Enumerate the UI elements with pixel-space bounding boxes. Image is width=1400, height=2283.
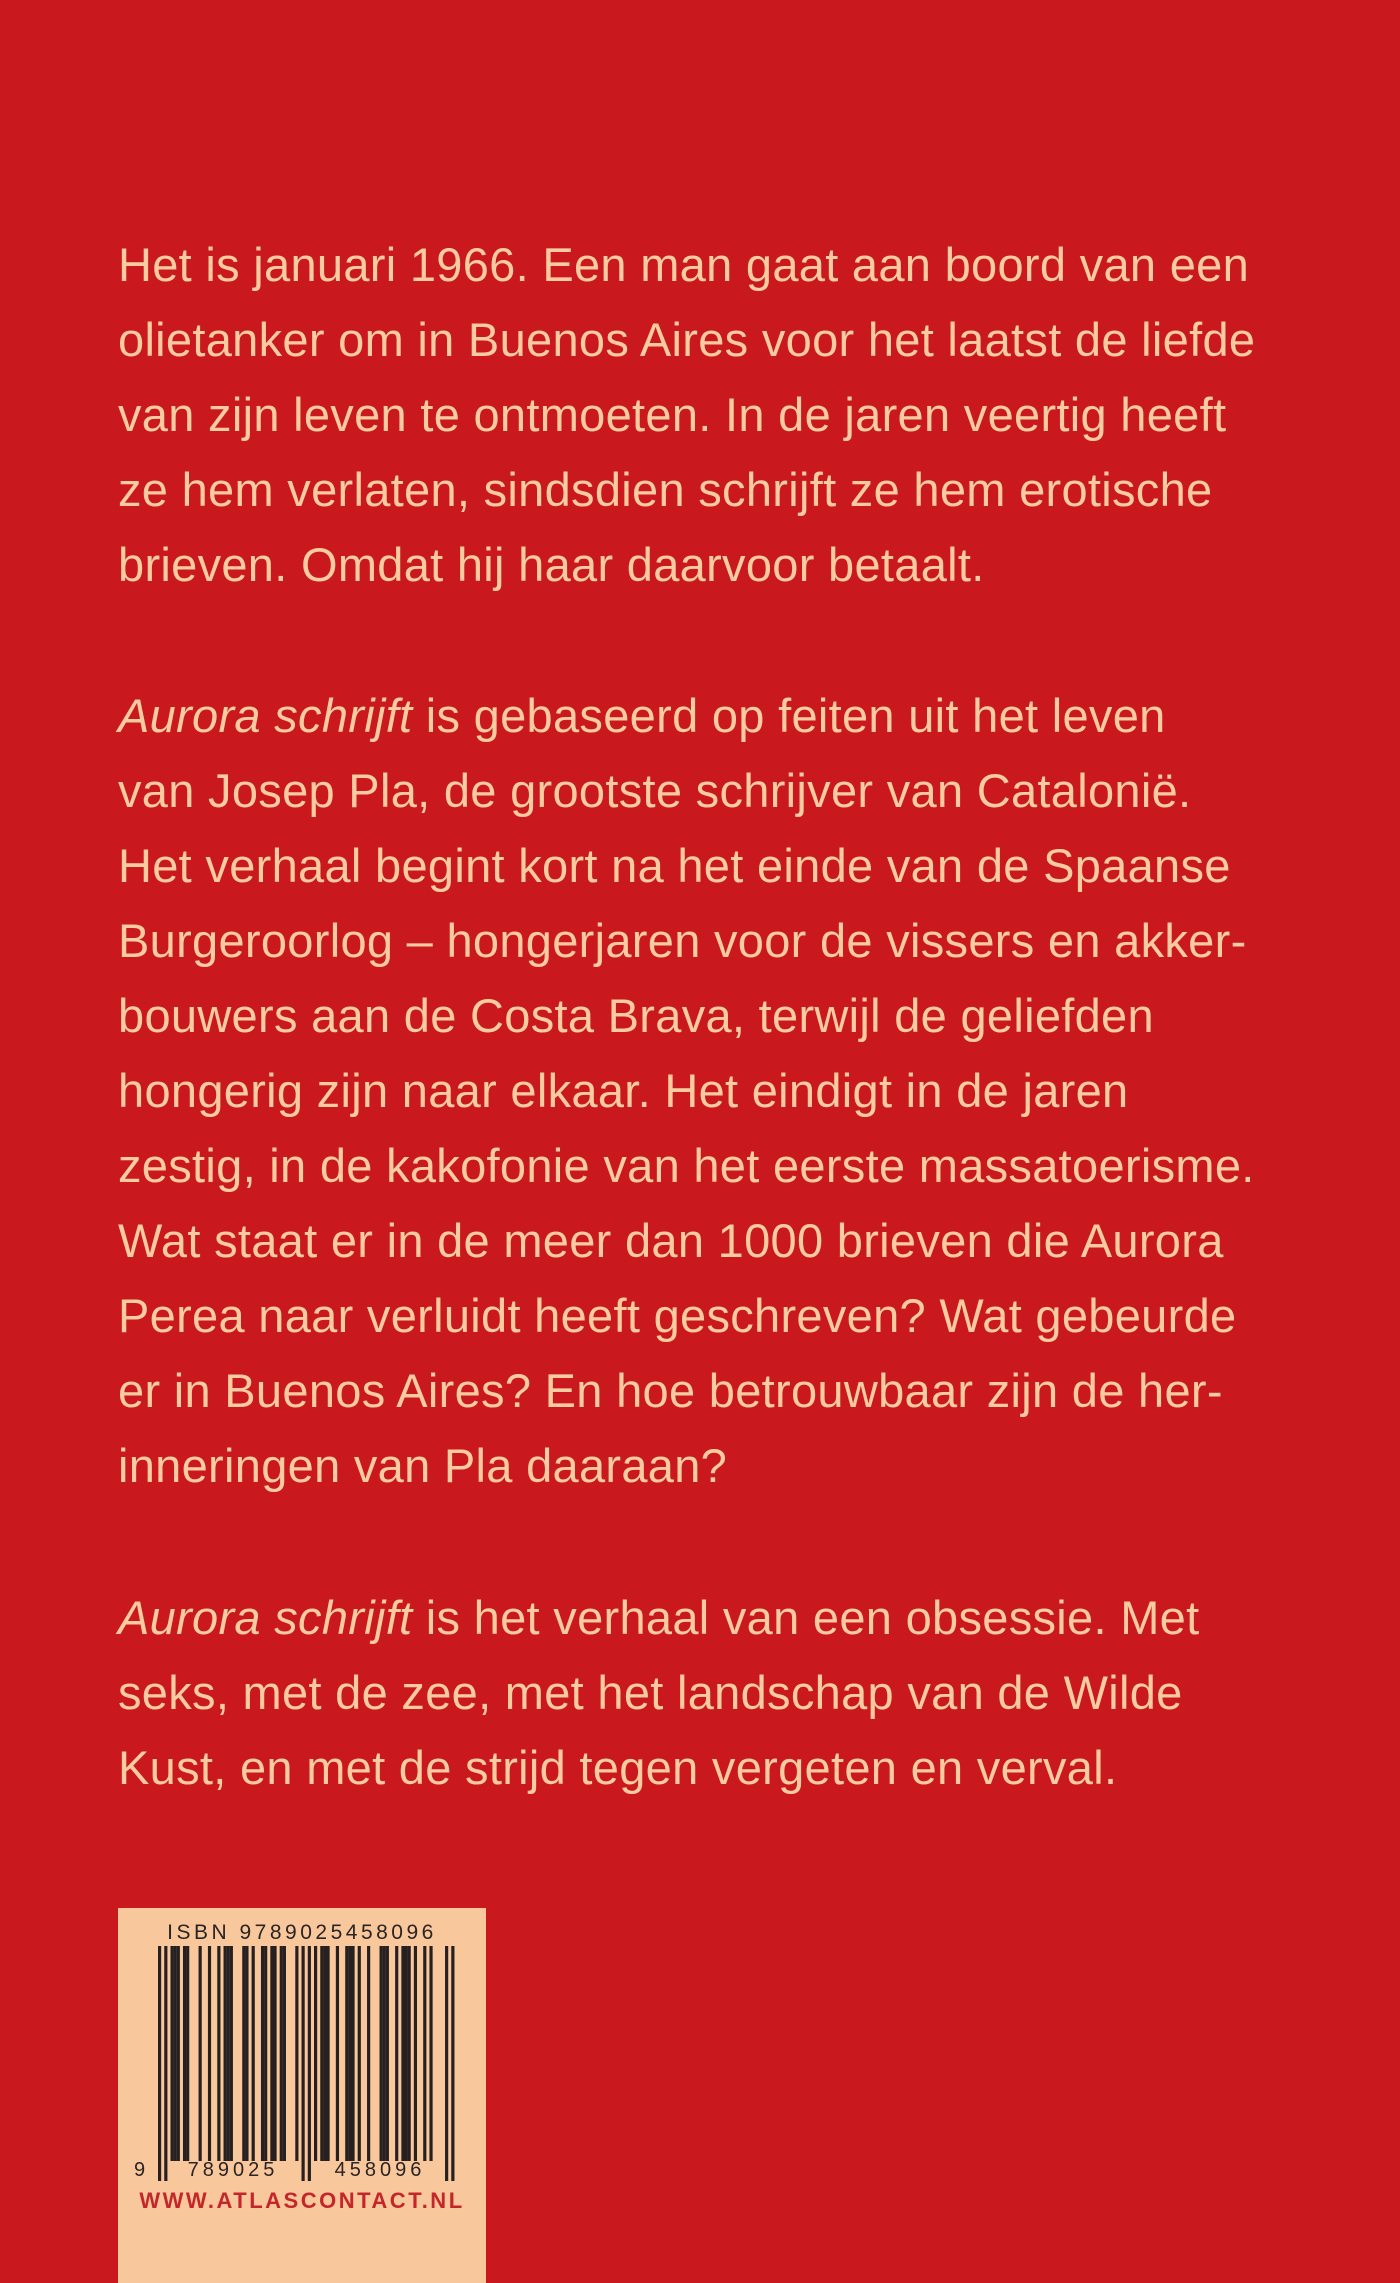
text-line: zestig, in de kakofonie van het eerste massatoerisme. xyxy=(118,1139,1255,1192)
synopsis-paragraph-3 xyxy=(118,1580,1328,1805)
text-line: Perea naar verluidt heeft geschreven? Wat gebeurde xyxy=(118,1289,1237,1342)
publisher-website-link: WWW.ATLASCONTACT.NL xyxy=(139,2188,465,2213)
barcode-digit-group: 458096 xyxy=(334,2159,426,2181)
text-span: is het verhaal van een obsessie. Met xyxy=(412,1591,1200,1644)
text-line: Het is januari 1966. Een man gaat aan boord van een xyxy=(118,238,1250,291)
text-line: Burgeroorlog – hongerjaren voor de vissers en akker- xyxy=(118,914,1247,967)
synopsis-paragraph-1 xyxy=(118,227,1328,602)
book-title-italic: Aurora schrijft xyxy=(118,689,413,742)
text-line xyxy=(118,678,1328,753)
text-line: van Josep Pla, de grootste schrijver van Catalonië. xyxy=(118,764,1192,817)
synopsis-paragraph-2 xyxy=(118,678,1328,1503)
text-line: seks, met de zee, met het landschap van de Wilde xyxy=(118,1666,1183,1719)
ean13-barcode xyxy=(158,1946,455,2181)
text-line: ze hem verlaten, sindsdien schrijft ze hem erotische xyxy=(118,463,1213,516)
isbn-number-label: ISBN 9789025458096 xyxy=(167,1921,437,1944)
text-line: hongerig zijn naar elkaar. Het eindigt in de jaren xyxy=(118,1064,1129,1117)
isbn-panel xyxy=(118,1908,486,2283)
text-line: olietanker om in Buenos Aires voor het laatst de liefde xyxy=(118,313,1256,366)
text-span: is gebaseerd op feiten uit het leven xyxy=(412,689,1166,742)
text-line: Kust, en met de strijd tegen vergeten en verval. xyxy=(118,1741,1118,1794)
text-line: Wat staat er in de meer dan 1000 brieven die Aurora xyxy=(118,1214,1224,1267)
text-line: er in Buenos Aires? En hoe betrouwbaar zijn de her- xyxy=(118,1364,1223,1417)
book-title-italic: Aurora schrijft xyxy=(118,1591,413,1644)
barcode-digit-group: 9 xyxy=(134,2159,150,2181)
text-line: inneringen van Pla daaraan? xyxy=(118,1439,728,1492)
barcode-digit-group: 789025 xyxy=(187,2159,279,2181)
text-line: brieven. Omdat hij haar daarvoor betaalt. xyxy=(118,538,985,591)
text-line: van zijn leven te ontmoeten. In de jaren veertig heeft xyxy=(118,388,1227,441)
text-line: Het verhaal begint kort na het einde van de Spaanse xyxy=(118,839,1231,892)
text-line: bouwers aan de Costa Brava, terwijl de geliefden xyxy=(118,989,1154,1042)
text-line xyxy=(118,1580,1328,1655)
